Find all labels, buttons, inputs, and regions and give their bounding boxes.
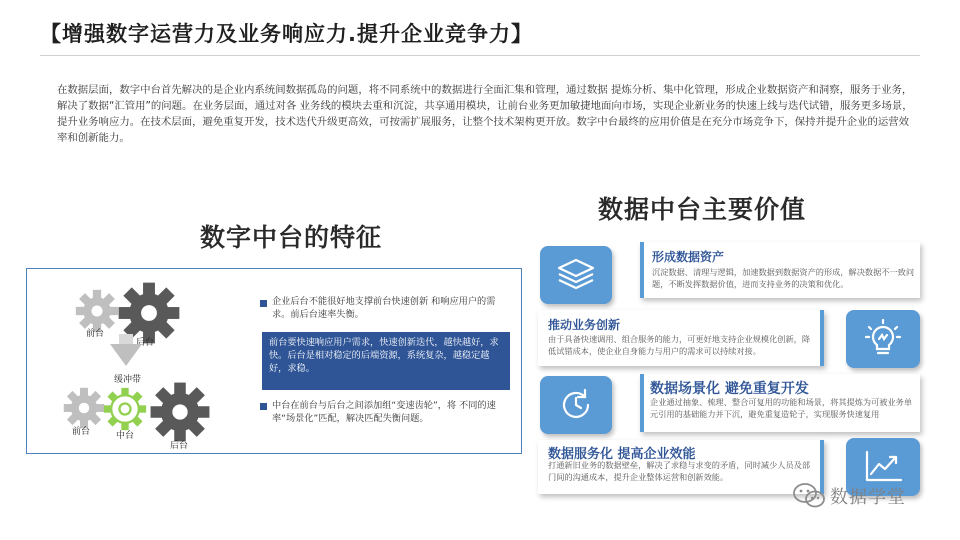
value-card-4-title: 数据服务化 提高企业效能: [548, 447, 696, 462]
middle-label-bottom: 中台: [116, 431, 135, 441]
gear-outline-green-icon: [102, 386, 148, 432]
gear-dark-icon-bottom: [148, 380, 212, 444]
page-title: 【增强数字运营力及业务响应力.提升企业竞争力】: [40, 22, 533, 46]
front-label-bottom: 前台: [72, 427, 91, 437]
value-card-4-desc: 打通新旧业务的数据壁垒，解决了求稳与求变的矛盾，同时减少人员及部门间的沟通成本，提升企业整体运营和创新效能。: [548, 460, 811, 482]
value-card-2-desc: 由于具备快速调用、组合服务的能力，可更好地支持企业规模化创新，降低试错成本，使企业自身能力与用户的需求可以持续对接。: [548, 334, 811, 356]
intro-paragraph: 在数据层面，数字中台首先解决的是企业内系统间数据孤岛的问题，将不同系统中的数据进行全面汇集和管理，通过数据 提炼分析、集中化管理，形成企业数据资产和洞察，服务于业务，解决了数据“汇管用”的问题。在业务层面，通过对各 业务线的模块去重和沉淀，共享通用模块，让前台业务更加敏捷地面向市场，实现企业新业务的快速上线与迭代试错，服务更多场景，提升业务响应力。在技术层面，避免重复开发，技术迭代升级更高效，可按需扩展服务，让整个技术架构更开放。数字中台最终的应用价值是在充分市场竞争下，保持并提升企业的运营效率和创新能力。: [57, 84, 913, 144]
buffer-label: 缓冲带: [114, 375, 142, 385]
value-card-1-title: 形成数据资产: [652, 250, 725, 264]
card-3-icon-tile: [540, 376, 612, 434]
watermark-text: 数据学堂: [830, 487, 906, 508]
title-divider: [40, 55, 920, 56]
feature-item-1: 企业后台不能很好地支撑前台快速创新 和响应用户的需求。前后台速率失衡。: [272, 296, 496, 320]
features-heading: 数字中台的特征: [200, 223, 383, 252]
trend-chart-icon: [863, 450, 903, 484]
bullet-1: [260, 300, 267, 307]
values-heading: 数据中台主要价值: [598, 195, 807, 224]
feature-item-3: 中台在前台与后台之间添加组“变速齿轮”，将 不同的速率“场景化”匹配，解决匹配失衡问题。: [272, 400, 496, 424]
value-card-2-title: 推动业务创新: [548, 318, 621, 332]
card-1-icon-tile: [540, 246, 612, 304]
bullet-3: [260, 403, 267, 410]
value-card-3-title: 数据场景化 避免重复开发: [650, 381, 809, 397]
card-2-icon-tile: [846, 310, 920, 368]
back-label-top: 后台: [136, 338, 155, 348]
feature-item-2-box: 前台要快速响应用户需求，快速创新迭代，越快越好，求快。后台是相对稳定的后端资源，系统复杂，越稳定越好，求稳。: [262, 332, 510, 390]
value-card-3-desc: 企业通过抽象、梳理、整合可复用的功能和场景，将其提炼为可被业务单元引用的基础能力并下沉，避免重复造轮子，实现服务快速复用: [650, 397, 913, 419]
lightbulb-icon: [864, 319, 902, 359]
back-label-bottom: 后台: [170, 441, 189, 451]
layers-icon: [556, 257, 596, 293]
down-arrow-icon: [110, 344, 142, 366]
refresh-clock-icon: [557, 386, 595, 424]
watermark: [792, 482, 906, 510]
wechat-icon: [792, 482, 826, 510]
value-card-1-desc: 沉淀数据、清理与逻辑，加速数据到数据资产的形成，解决数据不一致问题，不断发挥数据价值，进而支持业务的决策和优化。: [652, 267, 915, 289]
front-label-top: 前台: [86, 329, 105, 339]
